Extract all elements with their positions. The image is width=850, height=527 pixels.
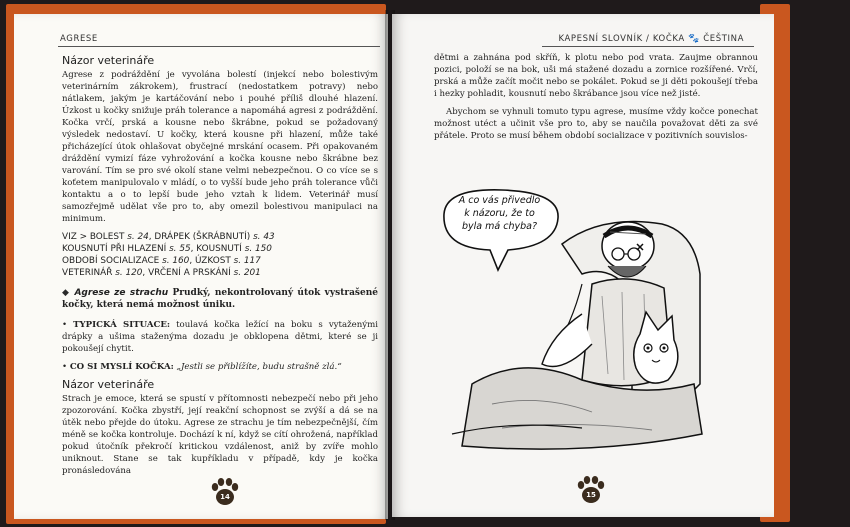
cross-references: [62, 231, 378, 279]
xref-veterinar: VETERINÁŘ: [62, 268, 116, 278]
running-head-right-a: KAPESNÍ SLOVNÍK / KOČKA: [558, 34, 689, 44]
left-page-column: [62, 55, 378, 483]
xref-page: s. 43: [253, 232, 275, 242]
section-heading-vet-2: Názor veterináře: [62, 378, 155, 391]
vet-opinion-paragraph-1: Agrese z podráždění je vyvolána bolestí (injekcí nebo bolestivým veterinárním zákrokem), frustrací (nedostatkem potravy) nebo nátlakem, jakým je kartáčování nebo i pouhé příliš dlouhé hlazení. Úzkost u kočky snižuje práh tolerance a napomáhá agresi z podráždění. Kočka vrčí, prská a kousne nebo škrábne, pokud se požadovaný výsledek nedostaví. U kočky, která kousne při hlazení, může také přicházející útok ohlašovat obyčejné mrskání ocasem. Při opakovaném dráždění vymizí fáze vyhrožování a kočka kousne nebo škrábne bez varování. Tím se pro své okolí stane velmi nebezpečnou. O co více se s koťetem manipulovalo v mládí, o to vyšší bude jeho práh tolerance vůči kontaktu a o to lepší bude jeho vztah k lidem. Veterinář musí samozřejmě udělat vše pro to, aby omezil bolestivou manipulaci na minimum.: [62, 70, 378, 224]
xref-vrceni: , VRČENÍ A PRSKÁNÍ: [142, 268, 234, 278]
xref-uzkost: , ÚZKOST: [189, 256, 234, 266]
bubble-line-1: A co vás přivedlo: [458, 195, 541, 206]
header-rule-left: [58, 46, 380, 47]
bubble-line-3: byla má chyba?: [462, 221, 537, 232]
dot-bullet-icon: •: [62, 320, 68, 330]
dot-bullet-icon: •: [62, 362, 68, 372]
page-number-text: 14: [220, 493, 230, 501]
xref-kousnuti-hlazeni: KOUSNUTÍ PŘI HLAZENÍ: [62, 244, 170, 254]
situation-text: toulavá kočka ležící na boku s vytaženými drápky a ušima staženýma dozadu je obklopena dětmi, které se ji pokoušejí chytit.: [62, 320, 379, 354]
page-number-right: [574, 473, 608, 507]
avoid-aggression-paragraph: Abychom se vyhnuli tomuto typu agrese, musíme vždy kočce ponechat možnost utéct a učinit vše pro to, aby se naučila považovat děti za své přátele. Proto se musí během období socializace v pozitivních souvislos-: [434, 107, 758, 141]
bubble-line-2: k názoru, že to: [464, 208, 535, 219]
xref-page: s. 55: [169, 244, 191, 254]
right-page-column: [434, 52, 758, 148]
speech-bubble-text: [452, 194, 547, 233]
xref-page: s. 120: [115, 268, 143, 278]
header-rule-right: [542, 46, 754, 47]
thought-text: „Jestli se přiblížíte, budu strašně zlá.“: [173, 362, 342, 372]
xref-page: s. 150: [244, 244, 272, 254]
vet-opinion-paragraph-2: Strach je emoce, která se spustí v přítomnosti nebezpečí nebo při jeho zpozorování. Kočka zbystří, její reakční schopnost se zvýší a dá se na útěk nebo přejde do útoku. Agrese ze strachu je tím nebezpečnější, čím méně se kočka kontroluje. Dochází k ní, když se cítí ohrožená, například pokud útočník překročí kritickou vzdálenost, aniž by zvíře mohlo uniknout. Stane se tak kupříkladu v případě, kdy je kočka pronásledována: [62, 394, 378, 476]
running-head-left: AGRESE: [60, 34, 98, 44]
running-head-right: [558, 34, 744, 44]
diamond-bullet-icon: ◆: [62, 288, 71, 298]
situation-label: TYPICKÁ SITUACE:: [73, 320, 171, 330]
typical-situation: [62, 319, 378, 355]
xref-page: s. 160: [162, 256, 190, 266]
running-head-right-b: ČEŠTINA: [699, 34, 744, 44]
section-heading-vet-1: Názor veterináře: [62, 54, 155, 67]
cat-paw-glyph: 🐾: [688, 34, 700, 44]
xref-bolest: VIZ > BOLEST: [62, 232, 128, 242]
xref-page: s. 201: [233, 268, 261, 278]
xref-socializace: OBDOBÍ SOCIALIZACE: [62, 256, 163, 266]
paw-icon: [574, 473, 608, 507]
entry-title: Agrese ze strachu: [74, 288, 169, 298]
xref-page: s. 117: [233, 256, 261, 266]
entry-agrese-ze-strachu: [62, 287, 378, 311]
xref-drapek: , DRÁPEK (ŠKRÁBNUTÍ): [148, 232, 254, 242]
cat-thought: [62, 361, 378, 373]
paw-icon: [208, 475, 242, 509]
left-page: [14, 14, 388, 519]
thought-label: CO SI MYSLÍ KOČKA:: [69, 362, 174, 372]
page-number-left: [208, 475, 242, 509]
page-number-text: 15: [586, 491, 596, 499]
xref-page: s. 24: [127, 232, 149, 242]
right-page: [392, 14, 774, 517]
entry-summary: Prudký, nekontrolovaný útok vystrašené kočky, která nemá možnost úniku.: [62, 288, 378, 310]
xref-kousnuti: , KOUSNUTÍ: [190, 244, 245, 254]
continued-paragraph: dětmi a zahnána pod skříň, k plotu nebo pod vrata. Zaujme obrannou pozici, položí se na bok, uši má stažené dozadu a zornice rozšířené. Vrčí, prská a může začít močit nebo se pokálet. Pokud se ji děti pokoušejí třeba i hezky pohladit, kousnutí nebo škrábance jsou více než jisté.: [434, 53, 758, 99]
